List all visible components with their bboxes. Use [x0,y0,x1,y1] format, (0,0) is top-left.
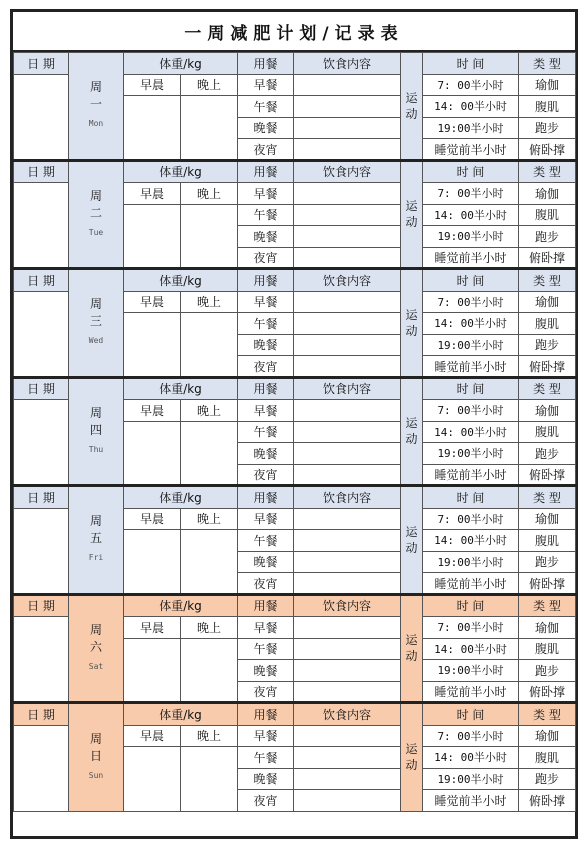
type-header: 类 型 [519,486,576,509]
food-input-cell[interactable] [294,117,401,139]
type-cell: 俯卧撑 [519,247,576,269]
sport-label: 运 动 [405,307,418,338]
time-cell: 19:00半小时 [423,226,519,248]
meal-label: 午餐 [238,638,294,660]
day-header-row [14,703,576,726]
time-cell: 7: 00半小时 [423,617,519,639]
time-cell: 7: 00半小时 [423,291,519,313]
weight-morning-label: 早晨 [124,725,181,747]
weight-header: 体重/kg [124,269,238,292]
food-input-cell[interactable] [294,681,401,703]
weight-morning-input[interactable] [124,638,181,703]
time-cell: 14: 00半小时 [423,638,519,660]
type-cell: 瑜伽 [519,291,576,313]
type-header: 类 型 [519,594,576,617]
weight-morning-input[interactable] [124,421,181,486]
meal-label: 晚餐 [238,226,294,248]
type-cell: 腹肌 [519,747,576,769]
date-input-cell[interactable] [14,725,69,811]
type-header: 类 型 [519,377,576,400]
day-name-en: Sun [88,770,104,780]
meal-label: 晚餐 [238,443,294,465]
food-input-cell[interactable] [294,573,401,595]
type-cell: 腹肌 [519,530,576,552]
day-name-cn: 周 一 [89,80,102,112]
weight-morning-label: 早晨 [124,291,181,313]
day-header-row [14,160,576,183]
sport-cell [401,160,423,269]
day-name-cell [69,486,124,595]
food-header: 饮食内容 [294,377,401,400]
meal-header: 用餐 [238,377,294,400]
date-input-cell[interactable] [14,508,69,594]
meal-label: 夜宵 [238,464,294,486]
food-header: 饮食内容 [294,594,401,617]
weight-morning-input[interactable] [124,747,181,812]
date-input-cell[interactable] [14,74,69,160]
day-name-cn: 周 二 [89,188,102,220]
food-input-cell[interactable] [294,247,401,269]
day-name-en: Mon [88,119,104,129]
food-input-cell[interactable] [294,334,401,356]
sport-cell [401,53,423,161]
meal-label: 午餐 [238,313,294,335]
date-header: 日 期 [14,269,69,292]
food-input-cell[interactable] [294,530,401,552]
meal-label: 早餐 [238,291,294,313]
day-name-en: Fri [88,553,104,563]
day-name-en: Tue [88,227,104,237]
date-header: 日 期 [14,377,69,400]
food-input-cell[interactable] [294,204,401,226]
day-name-cn: 周 四 [89,405,102,437]
weight-evening-label: 晚上 [181,400,238,422]
weight-morning-label: 早晨 [124,74,181,96]
weight-evening-input[interactable] [181,530,238,595]
time-cell: 19:00半小时 [423,334,519,356]
type-cell: 瑜伽 [519,183,576,205]
meal-label: 早餐 [238,508,294,530]
meal-header: 用餐 [238,594,294,617]
meal-header: 用餐 [238,703,294,726]
sport-label: 运 动 [405,199,418,230]
day-name-cn: 周 五 [89,514,102,546]
time-header: 时 间 [423,486,519,509]
time-cell: 睡觉前半小时 [423,356,519,378]
type-cell: 跑步 [519,551,576,573]
sport-label: 运 动 [405,742,418,773]
time-cell: 7: 00半小时 [423,400,519,422]
meal-label: 夜宵 [238,573,294,595]
type-cell: 瑜伽 [519,508,576,530]
type-cell: 俯卧撑 [519,139,576,161]
food-input-cell[interactable] [294,508,401,530]
type-cell: 腹肌 [519,204,576,226]
meal-label: 午餐 [238,530,294,552]
meal-label: 夜宵 [238,356,294,378]
food-input-cell[interactable] [294,74,401,96]
type-cell: 腹肌 [519,421,576,443]
meal-label: 午餐 [238,747,294,769]
food-input-cell[interactable] [294,790,401,812]
weight-morning-input[interactable] [124,204,181,269]
type-cell: 跑步 [519,768,576,790]
weight-header: 体重/kg [124,594,238,617]
food-input-cell[interactable] [294,617,401,639]
meal-label: 晚餐 [238,768,294,790]
meal-label: 早餐 [238,183,294,205]
food-input-cell[interactable] [294,747,401,769]
food-input-cell[interactable] [294,226,401,248]
time-cell: 睡觉前半小时 [423,247,519,269]
weight-morning-label: 早晨 [124,508,181,530]
day-header-row [14,53,576,75]
meal-header: 用餐 [238,269,294,292]
food-input-cell[interactable] [294,400,401,422]
meal-label: 夜宵 [238,681,294,703]
date-header: 日 期 [14,486,69,509]
type-header: 类 型 [519,703,576,726]
day-name-cell [69,53,124,161]
time-cell: 19:00半小时 [423,551,519,573]
weight-header: 体重/kg [124,160,238,183]
meal-label: 晚餐 [238,551,294,573]
weight-morning-label: 早晨 [124,400,181,422]
food-input-cell[interactable] [294,139,401,161]
time-cell: 7: 00半小时 [423,508,519,530]
sport-cell [401,377,423,486]
food-input-cell[interactable] [294,660,401,682]
meal-label: 夜宵 [238,247,294,269]
weight-morning-label: 早晨 [124,183,181,205]
date-header: 日 期 [14,160,69,183]
sport-cell [401,703,423,812]
sport-cell [401,486,423,595]
type-cell: 瑜伽 [519,74,576,96]
time-cell: 睡觉前半小时 [423,790,519,812]
meal-label: 晚餐 [238,660,294,682]
time-cell: 睡觉前半小时 [423,464,519,486]
type-cell: 跑步 [519,443,576,465]
type-cell: 俯卧撑 [519,790,576,812]
meal-header: 用餐 [238,160,294,183]
type-cell: 俯卧撑 [519,573,576,595]
sport-cell [401,269,423,378]
food-input-cell[interactable] [294,96,401,118]
time-header: 时 间 [423,703,519,726]
meal-label: 午餐 [238,421,294,443]
food-input-cell[interactable] [294,421,401,443]
weight-evening-input[interactable] [181,638,238,703]
type-cell: 腹肌 [519,96,576,118]
type-cell: 俯卧撑 [519,464,576,486]
weight-header: 体重/kg [124,377,238,400]
time-cell: 睡觉前半小时 [423,573,519,595]
time-cell: 睡觉前半小时 [423,681,519,703]
day-name-cn: 周 三 [89,297,102,329]
type-cell: 俯卧撑 [519,356,576,378]
day-name-en: Sat [88,661,104,671]
food-input-cell[interactable] [294,291,401,313]
type-cell: 跑步 [519,226,576,248]
food-input-cell[interactable] [294,638,401,660]
weight-evening-label: 晚上 [181,725,238,747]
time-cell: 14: 00半小时 [423,204,519,226]
meal-label: 午餐 [238,204,294,226]
weight-evening-label: 晚上 [181,74,238,96]
day-header-row [14,269,576,292]
weight-morning-input[interactable] [124,530,181,595]
day-name-en: Thu [88,444,104,454]
weight-evening-input[interactable] [181,747,238,812]
time-cell: 14: 00半小时 [423,530,519,552]
meal-header: 用餐 [238,53,294,75]
time-header: 时 间 [423,160,519,183]
meal-label: 晚餐 [238,334,294,356]
time-cell: 14: 00半小时 [423,96,519,118]
food-input-cell[interactable] [294,768,401,790]
weight-header: 体重/kg [124,703,238,726]
date-input-cell[interactable] [14,183,69,269]
weight-evening-label: 晚上 [181,291,238,313]
time-cell: 19:00半小时 [423,117,519,139]
type-cell: 瑜伽 [519,400,576,422]
weight-header: 体重/kg [124,486,238,509]
type-cell: 跑步 [519,660,576,682]
food-input-cell[interactable] [294,356,401,378]
meal-label: 早餐 [238,74,294,96]
food-input-cell[interactable] [294,443,401,465]
time-cell: 7: 00半小时 [423,183,519,205]
time-cell: 19:00半小时 [423,443,519,465]
weight-evening-input[interactable] [181,421,238,486]
day-header-row [14,486,576,509]
time-cell: 19:00半小时 [423,660,519,682]
sport-label: 运 动 [405,524,418,555]
weight-evening-input[interactable] [181,204,238,269]
sport-label: 运 动 [405,416,418,447]
weight-evening-input[interactable] [181,313,238,378]
day-name-cn: 周 日 [89,731,102,763]
time-cell: 14: 00半小时 [423,747,519,769]
food-input-cell[interactable] [294,183,401,205]
food-header: 饮食内容 [294,160,401,183]
meal-label: 午餐 [238,96,294,118]
type-cell: 跑步 [519,334,576,356]
weight-header: 体重/kg [124,53,238,75]
meal-label: 晚餐 [238,117,294,139]
time-header: 时 间 [423,53,519,75]
date-header: 日 期 [14,703,69,726]
food-header: 饮食内容 [294,269,401,292]
page-title: 一周减肥计划/记录表 [13,12,575,52]
weight-morning-input[interactable] [124,96,181,161]
food-header: 饮食内容 [294,53,401,75]
date-header: 日 期 [14,594,69,617]
time-cell: 7: 00半小时 [423,725,519,747]
date-input-cell[interactable] [14,291,69,377]
food-header: 饮食内容 [294,486,401,509]
weight-morning-input[interactable] [124,313,181,378]
weight-evening-label: 晚上 [181,508,238,530]
day-name-cell [69,160,124,269]
type-cell: 俯卧撑 [519,681,576,703]
type-cell: 腹肌 [519,313,576,335]
meal-label: 早餐 [238,617,294,639]
day-header-row [14,594,576,617]
type-header: 类 型 [519,53,576,75]
sport-cell [401,594,423,703]
meal-label: 夜宵 [238,790,294,812]
time-cell: 睡觉前半小时 [423,139,519,161]
meal-label: 早餐 [238,400,294,422]
time-cell: 19:00半小时 [423,768,519,790]
day-name-cn: 周 六 [89,622,102,654]
time-header: 时 间 [423,594,519,617]
type-cell: 腹肌 [519,638,576,660]
day-name-en: Wed [88,336,104,346]
time-cell: 7: 00半小时 [423,74,519,96]
day-name-cell [69,594,124,703]
date-input-cell[interactable] [14,617,69,703]
type-header: 类 型 [519,269,576,292]
food-input-cell[interactable] [294,725,401,747]
sport-label: 运 动 [405,90,418,121]
time-header: 时 间 [423,377,519,400]
weight-morning-label: 早晨 [124,617,181,639]
type-cell: 跑步 [519,117,576,139]
time-header: 时 间 [423,269,519,292]
weekly-plan-table [13,52,576,812]
sport-label: 运 动 [405,633,418,664]
day-header-row [14,377,576,400]
type-header: 类 型 [519,160,576,183]
food-input-cell[interactable] [294,313,401,335]
weight-evening-label: 晚上 [181,617,238,639]
day-name-cell [69,377,124,486]
meal-label: 夜宵 [238,139,294,161]
time-cell: 14: 00半小时 [423,421,519,443]
weight-evening-label: 晚上 [181,183,238,205]
time-cell: 14: 00半小时 [423,313,519,335]
food-input-cell[interactable] [294,464,401,486]
day-name-cell [69,269,124,378]
type-cell: 瑜伽 [519,725,576,747]
day-name-cell [69,703,124,812]
meal-header: 用餐 [238,486,294,509]
weight-evening-input[interactable] [181,96,238,161]
date-input-cell[interactable] [14,400,69,486]
meal-label: 早餐 [238,725,294,747]
date-header: 日 期 [14,53,69,75]
food-header: 饮食内容 [294,703,401,726]
food-input-cell[interactable] [294,551,401,573]
type-cell: 瑜伽 [519,617,576,639]
